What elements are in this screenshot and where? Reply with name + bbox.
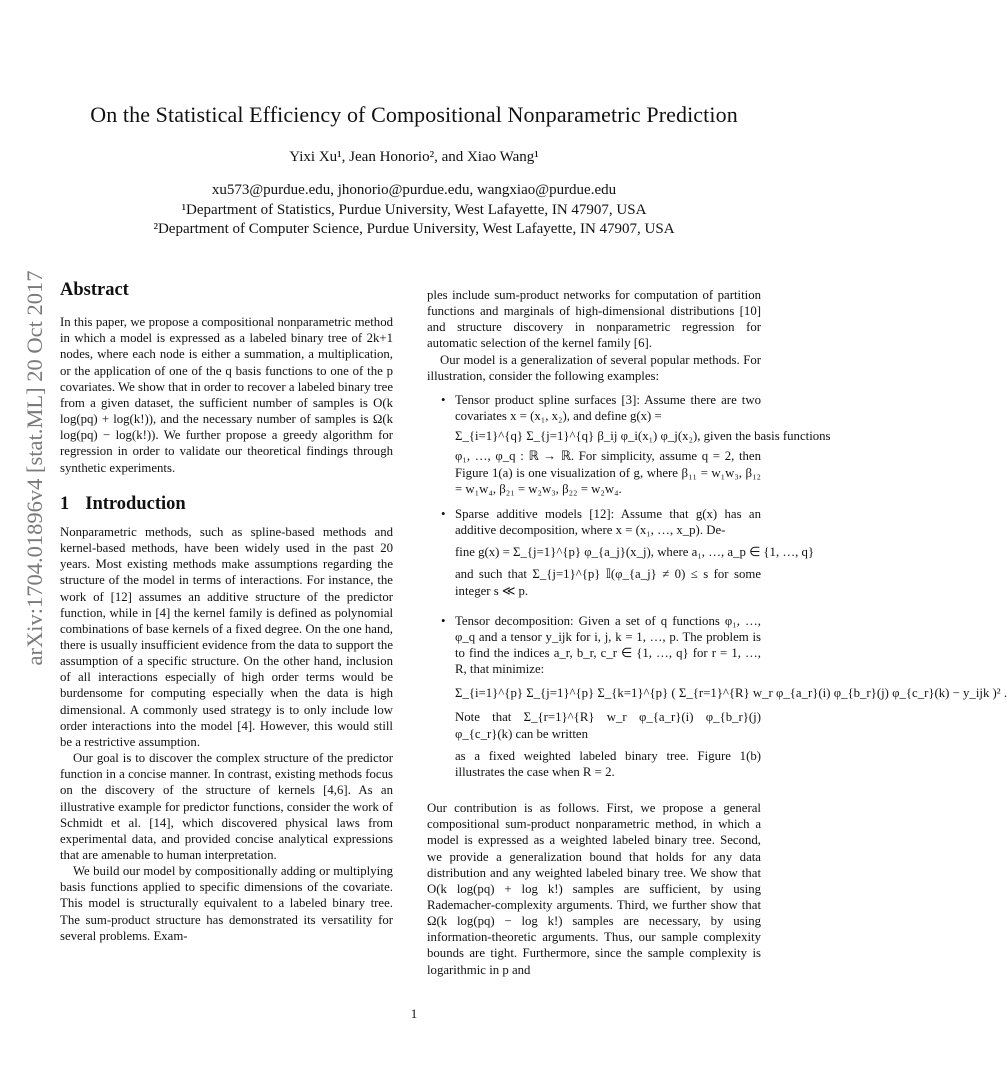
list-item-sparse-additive	[427, 506, 815, 599]
abstract-text: In this paper, we propose a compositional nonparametric method in which a model is expressed as a labeled binary tree of 2k+1 nodes, where each node is either a summation, a multiplication, or the application of one of the q basis functions to one of the p covariates. We show that in order to recover a labeled binary tree from a given dataset, the sufficient number of samples is O(k log(pq) + log(k!)), and the necessary number of samples is Ω(k log(pq) − log(k!)). We further propose a greedy algorithm for regression in order to validate our theoretical findings through synthetic experiments.	[60, 315, 393, 475]
intro-paragraph-2: Our goal is to discover the complex structure of the predictor function in a concise manner. In contrast, existing methods focus on the discovery of the structure of kernels [4,6]. As an illustrative example for predictor functions, consider the work of Schmidt et al. [14], which discovered physical laws from experimental data, and provided concise analytical expressions that are amenable to human interpretation.	[60, 751, 393, 862]
list-item-text: and such that Σ_{j=1}^{p} 𝕀(φ_{a_j} ≠ 0) ≤ s for some integer s ≪ p.	[455, 567, 761, 598]
equation-sparse-additive: fine g(x) = Σ_{j=1}^{p} φ_{a_j}(x_j), where a₁, …, a_p ∈ {1, …, q}	[455, 545, 815, 560]
paper-title: On the Statistical Efficiency of Compositional Nonparametric Prediction	[90, 102, 738, 127]
right-paragraph-1: ples include sum-product networks for computation of partition functions and marginals of high-dimensional distributions [10] and structure discovery in nonparametric regression for automatic selection of the kernel family [6].	[427, 288, 761, 351]
section-title: Introduction	[85, 493, 186, 514]
page-number: 1	[410, 1006, 418, 1021]
list-item-tensor-spline	[427, 392, 831, 497]
equation-tensor-decomposition: Σ_{i=1}^{p} Σ_{j=1}^{p} Σ_{k=1}^{p} ( Σ_{r=1}^{R} w_r φ_{a_r}(i) φ_{b_r}(j) φ_{c_r}(k) − y_ijk )² .	[455, 686, 1007, 701]
section-heading-introduction	[60, 493, 393, 514]
abstract-heading: Abstract	[60, 280, 129, 300]
author-emails: xu573@purdue.edu, jhonorio@purdue.edu, wangxiao@purdue.edu	[211, 182, 617, 198]
arxiv-stamp: arXiv:1704.01896v4 [stat.ML] 20 Oct 2017	[22, 270, 47, 666]
list-item-text: Tensor product spline surfaces [3]: Assume there are two covariates x = (x₁, x₂), and define g(x) =	[455, 392, 761, 424]
list-item-text: Sparse additive models [12]: Assume that g(x) has an additive decomposition, where x = (x₁, …, x_p). De-	[455, 506, 761, 538]
author-list: Yixi Xu¹, Jean Honorio², and Xiao Wang¹	[289, 149, 539, 165]
right-paragraph-2: Our model is a generalization of several popular methods. For illustration, consider the following examples:	[427, 352, 761, 383]
section-number: 1	[60, 493, 70, 514]
right-column	[427, 287, 1007, 978]
bullet-icon: •	[441, 392, 446, 407]
intro-paragraph-3: We build our model by compositionally adding or multiplying basis functions applied to specific dimensions of the covariate. This model is structurally equivalent to a labeled binary tree. The sum-product structure has demonstrated its versatility for several problems. Exam-	[60, 864, 393, 943]
affiliation-1: ¹Department of Statistics, Purdue University, West Lafayette, IN 47907, USA	[181, 202, 647, 218]
list-item-text: φ₁, …, φ_q : ℝ → ℝ. For simplicity, assume q = 2, then Figure 1(a) is one visualization of g, where β₁₁ = w₁w₃, β₁₂ = w₁w₄, β₂₁ = w₂w₃, β₂₂ = w₂w₄.	[455, 449, 761, 496]
examples-list	[427, 392, 1007, 780]
bullet-icon: •	[441, 613, 446, 628]
affiliation-2: ²Department of Computer Science, Purdue University, West Lafayette, IN 47907, USA	[153, 221, 675, 237]
list-item-text: as a fixed weighted labeled binary tree. Figure 1(b) illustrates the case when R = 2.	[455, 748, 761, 779]
list-item-text: Tensor decomposition: Given a set of q functions φ₁, …, φ_q and a tensor y_ijk for i, j, k = 1, …, p. The problem is to find the indices a_r, b_r, c_r ∈ {1, …, q} for r = 1, …, R, that minimize:	[455, 613, 761, 677]
equation-tensor-spline: Σ_{i=1}^{q} Σ_{j=1}^{q} β_ij φ_i(x₁) φ_j(x₂), given the basis functions	[455, 429, 831, 444]
list-item-text: Note that Σ_{r=1}^{R} w_r φ_{a_r}(i) φ_{b_r}(j) φ_{c_r}(k) can be written	[455, 710, 761, 741]
right-paragraph-contribution: Our contribution is as follows. First, we propose a general compositional sum-product nonparametric method, in which a model is expressed as a weighted labeled binary tree. Second, we provide a generalization bound that holds for any data distribution and any weighted labeled binary tree. We show that O(k log(pq) + log k!) samples are sufficient, by using Rademacher-complexity arguments. Third, we further show that Ω(k log(pq) − log k!) samples are necessary, by using information-theoretic arguments. Thus, our sample complexity bounds are tight. Furthermore, since the sample complexity is logarithmic in p and	[427, 801, 761, 977]
list-item-tensor-decomposition	[427, 613, 1007, 780]
left-column	[60, 282, 393, 944]
bullet-icon: •	[441, 506, 446, 521]
intro-paragraph-1: Nonparametric methods, such as spline-based methods and kernel-based methods, have been widely used in the past 20 years. Most existing methods make assumptions regarding the structure of the model in terms of interactions. For instance, the work of [12] assumes an additive structure of the predictor function, while in [4] the kernel family is defined as polynomial combinations of base kernels of a fixed degree. On the one hand, there is usually insufficient evidence from the data to support the assumption of a specific structure. On the other hand, inclusion of all interactions especially of high order terms would be burdensome for computing especially when the data is high dimensional. A commonly used strategy is to only include low order interactions into the model [4]. However, this would still be a restrictive assumption.	[60, 524, 393, 749]
